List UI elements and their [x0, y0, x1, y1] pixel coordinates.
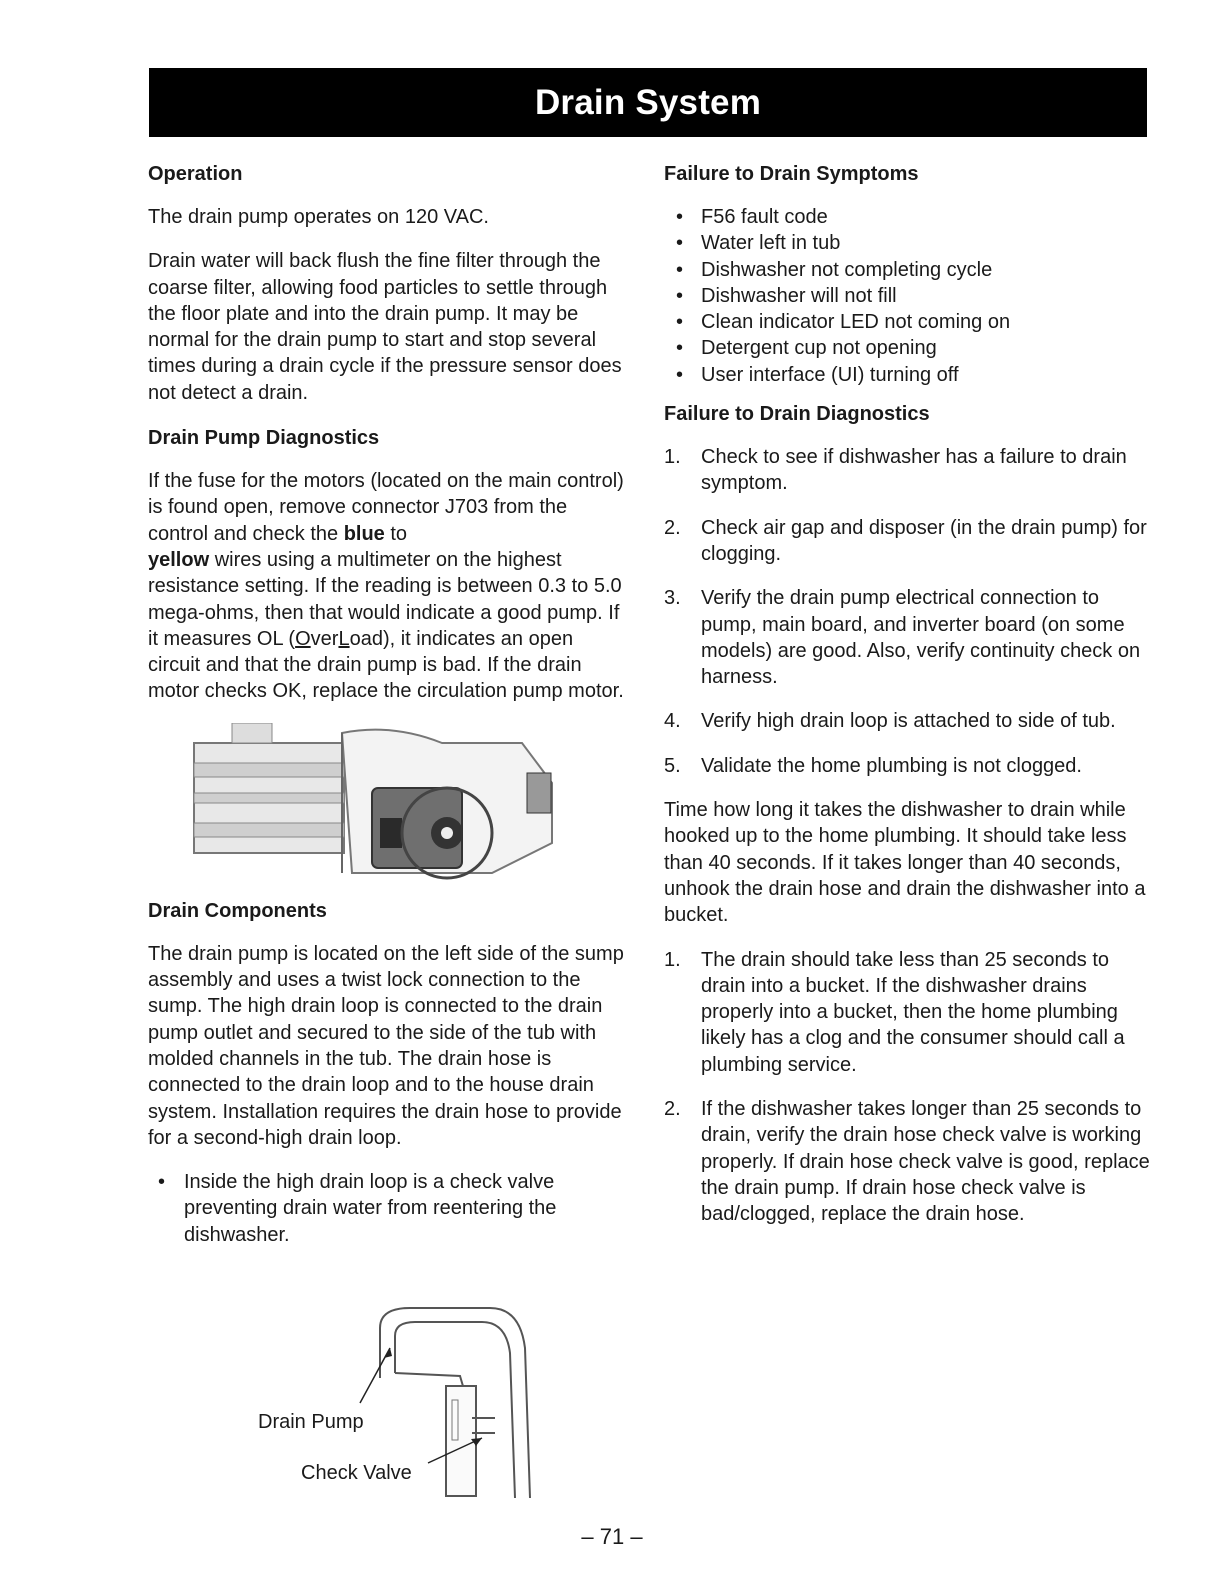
drain-pump-diagnostics-heading: Drain Pump Diagnostics [148, 427, 380, 450]
diag-yellow: yellow [148, 548, 210, 571]
list-item: • Water left in tub [664, 230, 1154, 256]
list-item [664, 444, 1154, 497]
list-item [664, 753, 1154, 779]
drain-components-paragraph: The drain pump is located on the left side of the sump assembly and uses a twist lock connection to the sump. The high drain loop is connected to the drain pump outlet and secured to the side of the tub with molded channels in the tub. The drain hose is connected to the drain loop and to the house drain system. Installation requires the drain hose to provide for a second-high drain loop. [148, 942, 624, 1149]
diagnostics-list [664, 444, 1154, 779]
drain-pump-diagnostics-paragraph [148, 468, 626, 705]
diag-text-b: to [384, 522, 408, 545]
step-number: 5. [664, 754, 681, 777]
list-item: • F56 fault code [664, 204, 1154, 230]
list-item [664, 947, 1154, 1078]
right-column [664, 160, 1154, 1246]
step-text: Verify high drain loop is attached to side of tub. [701, 710, 1116, 733]
page-number: – 71 – [581, 1524, 643, 1549]
step-text: Check to see if dishwasher has a failure to drain symptom. [701, 446, 1127, 495]
diag-overload-o: O [295, 627, 311, 650]
list-item: • User interface (UI) turning off [664, 362, 1154, 388]
drain-components-heading: Drain Components [148, 899, 327, 922]
step-number: 4. [664, 710, 681, 733]
step-text: Verify the drain pump electrical connection to pump, main board, and inverter board (on some models) are good. Also, verify continuity check on harness. [701, 587, 1141, 689]
diag-overload-l: L [338, 627, 350, 650]
diag-text-c: wires using a multimeter on the highest resistance setting. If the reading is between 0.3 to 5.0 mega-ohms, then that would indicate a good pump. If it measures OL ( [148, 548, 622, 650]
timing-paragraph: Time how long it takes the dishwasher to drain while hooked up to the home plumbing. It should take less than 40 seconds. If it takes longer than 40 seconds, unhook the drain hose and drain the dishwasher into a bucket. [664, 799, 1146, 927]
step-number: 1. [664, 948, 681, 971]
list-item: • Detergent cup not opening [664, 335, 1154, 361]
list-item: • Inside the high drain loop is a check valve preventing drain water from reentering the dishwasher. [148, 1169, 626, 1248]
step-number: 2. [664, 516, 681, 539]
diag-blue: blue [343, 522, 385, 545]
list-item [664, 708, 1154, 734]
operation-paragraph-1: The drain pump operates on 120 VAC. [148, 206, 489, 228]
list-item [664, 515, 1154, 568]
list-item: • Dishwasher not completing cycle [664, 257, 1154, 283]
list-item [664, 1096, 1154, 1227]
step-text: Validate the home plumbing is not clogged. [701, 754, 1082, 777]
step-text: Check air gap and disposer (in the drain pump) for clogging. [701, 516, 1147, 565]
diagnostics-heading: Failure to Drain Diagnostics [664, 403, 930, 426]
drain-loop-figure [250, 1298, 560, 1508]
symptoms-list [664, 204, 1154, 388]
symptoms-heading: Failure to Drain Symptoms [664, 163, 919, 185]
operation-heading: Operation [148, 163, 243, 185]
title-banner [149, 68, 1147, 137]
diag-text-a: If the fuse for the motors (located on the main control) is found open, remove connector J703 from the control and check the [148, 470, 624, 545]
step-number: 3. [664, 587, 681, 610]
page-title: Drain System [534, 82, 762, 122]
step-number: 1. [664, 446, 681, 469]
list-item: • Dishwasher will not fill [664, 283, 1154, 309]
operation-paragraph-2: Drain water will back flush the fine filter through the coarse filter, allowing food particles to settle through the floor plate and into the drain pump. It may be normal for the drain pump to start and stop several times during a drain cycle if the pressure sensor does not detect a drain. [148, 250, 622, 404]
check-valve-label: Check Valve [301, 1462, 412, 1484]
left-column [148, 160, 626, 1248]
diag-text-d: oad), it indicates an open circuit and that the drain pump is bad. If the drain motor checks OK, replace the circulation pump motor. [148, 627, 624, 703]
step-text: The drain should take less than 25 seconds to drain into a bucket. If the dishwasher drains properly into a bucket, then the home plumbing likely has a clog and the consumer should call a plumbing service. [701, 948, 1125, 1076]
drain-pump-photo [192, 723, 572, 883]
list-item [664, 585, 1154, 690]
drain-pump-label: Drain Pump [258, 1411, 364, 1433]
step-text: If the dishwasher takes longer than 25 seconds to drain, verify the drain hose check valve is working properly. If drain hose check valve is good, replace the drain pump. If drain hose check valve is bad/clogged, replace the drain hose. [701, 1098, 1150, 1226]
diag-overload-ver: ver [310, 627, 339, 650]
list-item: • Clean indicator LED not coming on [664, 309, 1154, 335]
timing-steps-list [664, 947, 1154, 1228]
step-number: 2. [664, 1098, 681, 1121]
components-bullet-list [148, 1169, 626, 1248]
